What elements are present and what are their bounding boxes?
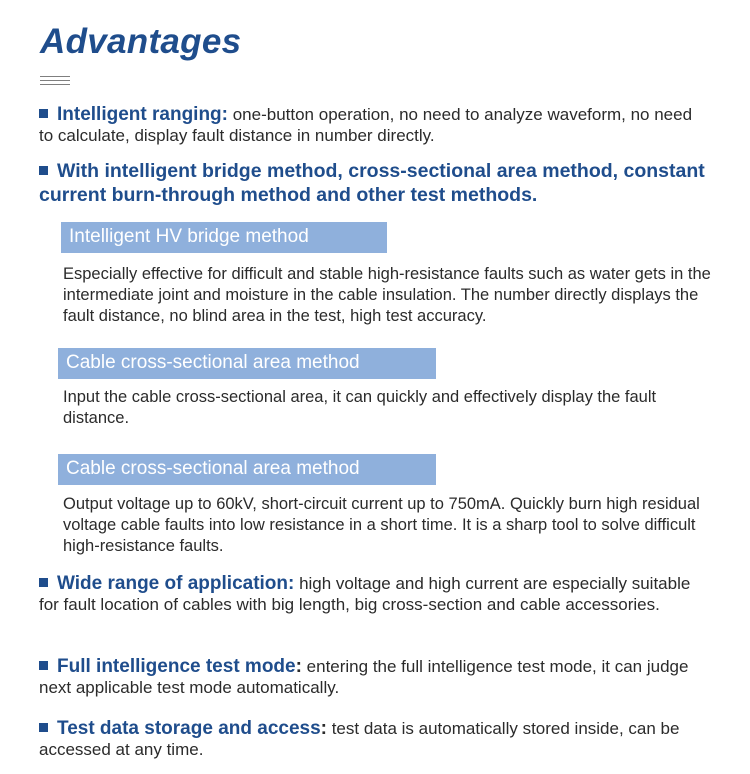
full-intelligence-heading: Full intelligence test mode xyxy=(57,656,296,677)
data-storage-heading: Test data storage and access xyxy=(57,718,321,739)
intelligent-ranging-heading: Intelligent ranging: xyxy=(57,104,228,125)
square-bullet-icon xyxy=(39,109,48,118)
square-bullet-icon xyxy=(39,578,48,587)
title-underline-icon xyxy=(40,76,70,88)
wide-range-text: high voltage and high current are especially suitable for fault location of cables with big length, big cross-section and cable accessories. xyxy=(39,574,691,614)
square-bullet-icon xyxy=(39,166,48,175)
method-label-burn-through: Cable cross-sectional area method xyxy=(58,454,436,485)
full-intelligence-paragraph xyxy=(39,656,709,698)
method-description-burn-through: Output voltage up to 60kV, short-circuit current up to 750mA. Quickly burn high residual voltage cable faults into low resistance in a short time. It is a sharp tool to solve difficult high-resistance faults. xyxy=(63,495,700,555)
square-bullet-icon xyxy=(39,661,48,670)
wide-range-paragraph xyxy=(39,573,709,615)
methods-heading: With intelligent bridge method, cross-sectional area method, constant current burn-through method and other test methods. xyxy=(39,160,705,206)
full-intelligence-text: entering the full intelligence test mode, it can judge next applicable test mode automatically. xyxy=(39,657,689,697)
intelligent-ranging-text: one-button operation, no need to analyze waveform, no need to calculate, display fault distance in number directly. xyxy=(39,105,693,145)
data-storage-paragraph xyxy=(39,718,709,760)
page-title: Advantages xyxy=(40,22,242,61)
data-storage-colon: : xyxy=(320,718,327,739)
method-label-cross-section: Cable cross-sectional area method xyxy=(58,348,436,379)
data-storage-text: test data is automatically stored inside, can be accessed at any time. xyxy=(39,719,680,759)
method-description-bridge: Especially effective for difficult and stable high-resistance faults such as water gets in the intermediate joint and moisture in the cable insulation. The number directly displays the fault distance, no blind area in the test, high test accuracy. xyxy=(63,265,711,325)
wide-range-heading: Wide range of application: xyxy=(57,573,295,594)
method-description-cross-section: Input the cable cross-sectional area, it can quickly and effectively display the fault distance. xyxy=(63,388,657,427)
square-bullet-icon xyxy=(39,723,48,732)
intelligent-ranging-paragraph xyxy=(39,104,709,146)
full-intelligence-colon: : xyxy=(295,656,302,677)
methods-heading-block xyxy=(39,159,729,207)
method-label-bridge: Intelligent HV bridge method xyxy=(61,222,387,253)
